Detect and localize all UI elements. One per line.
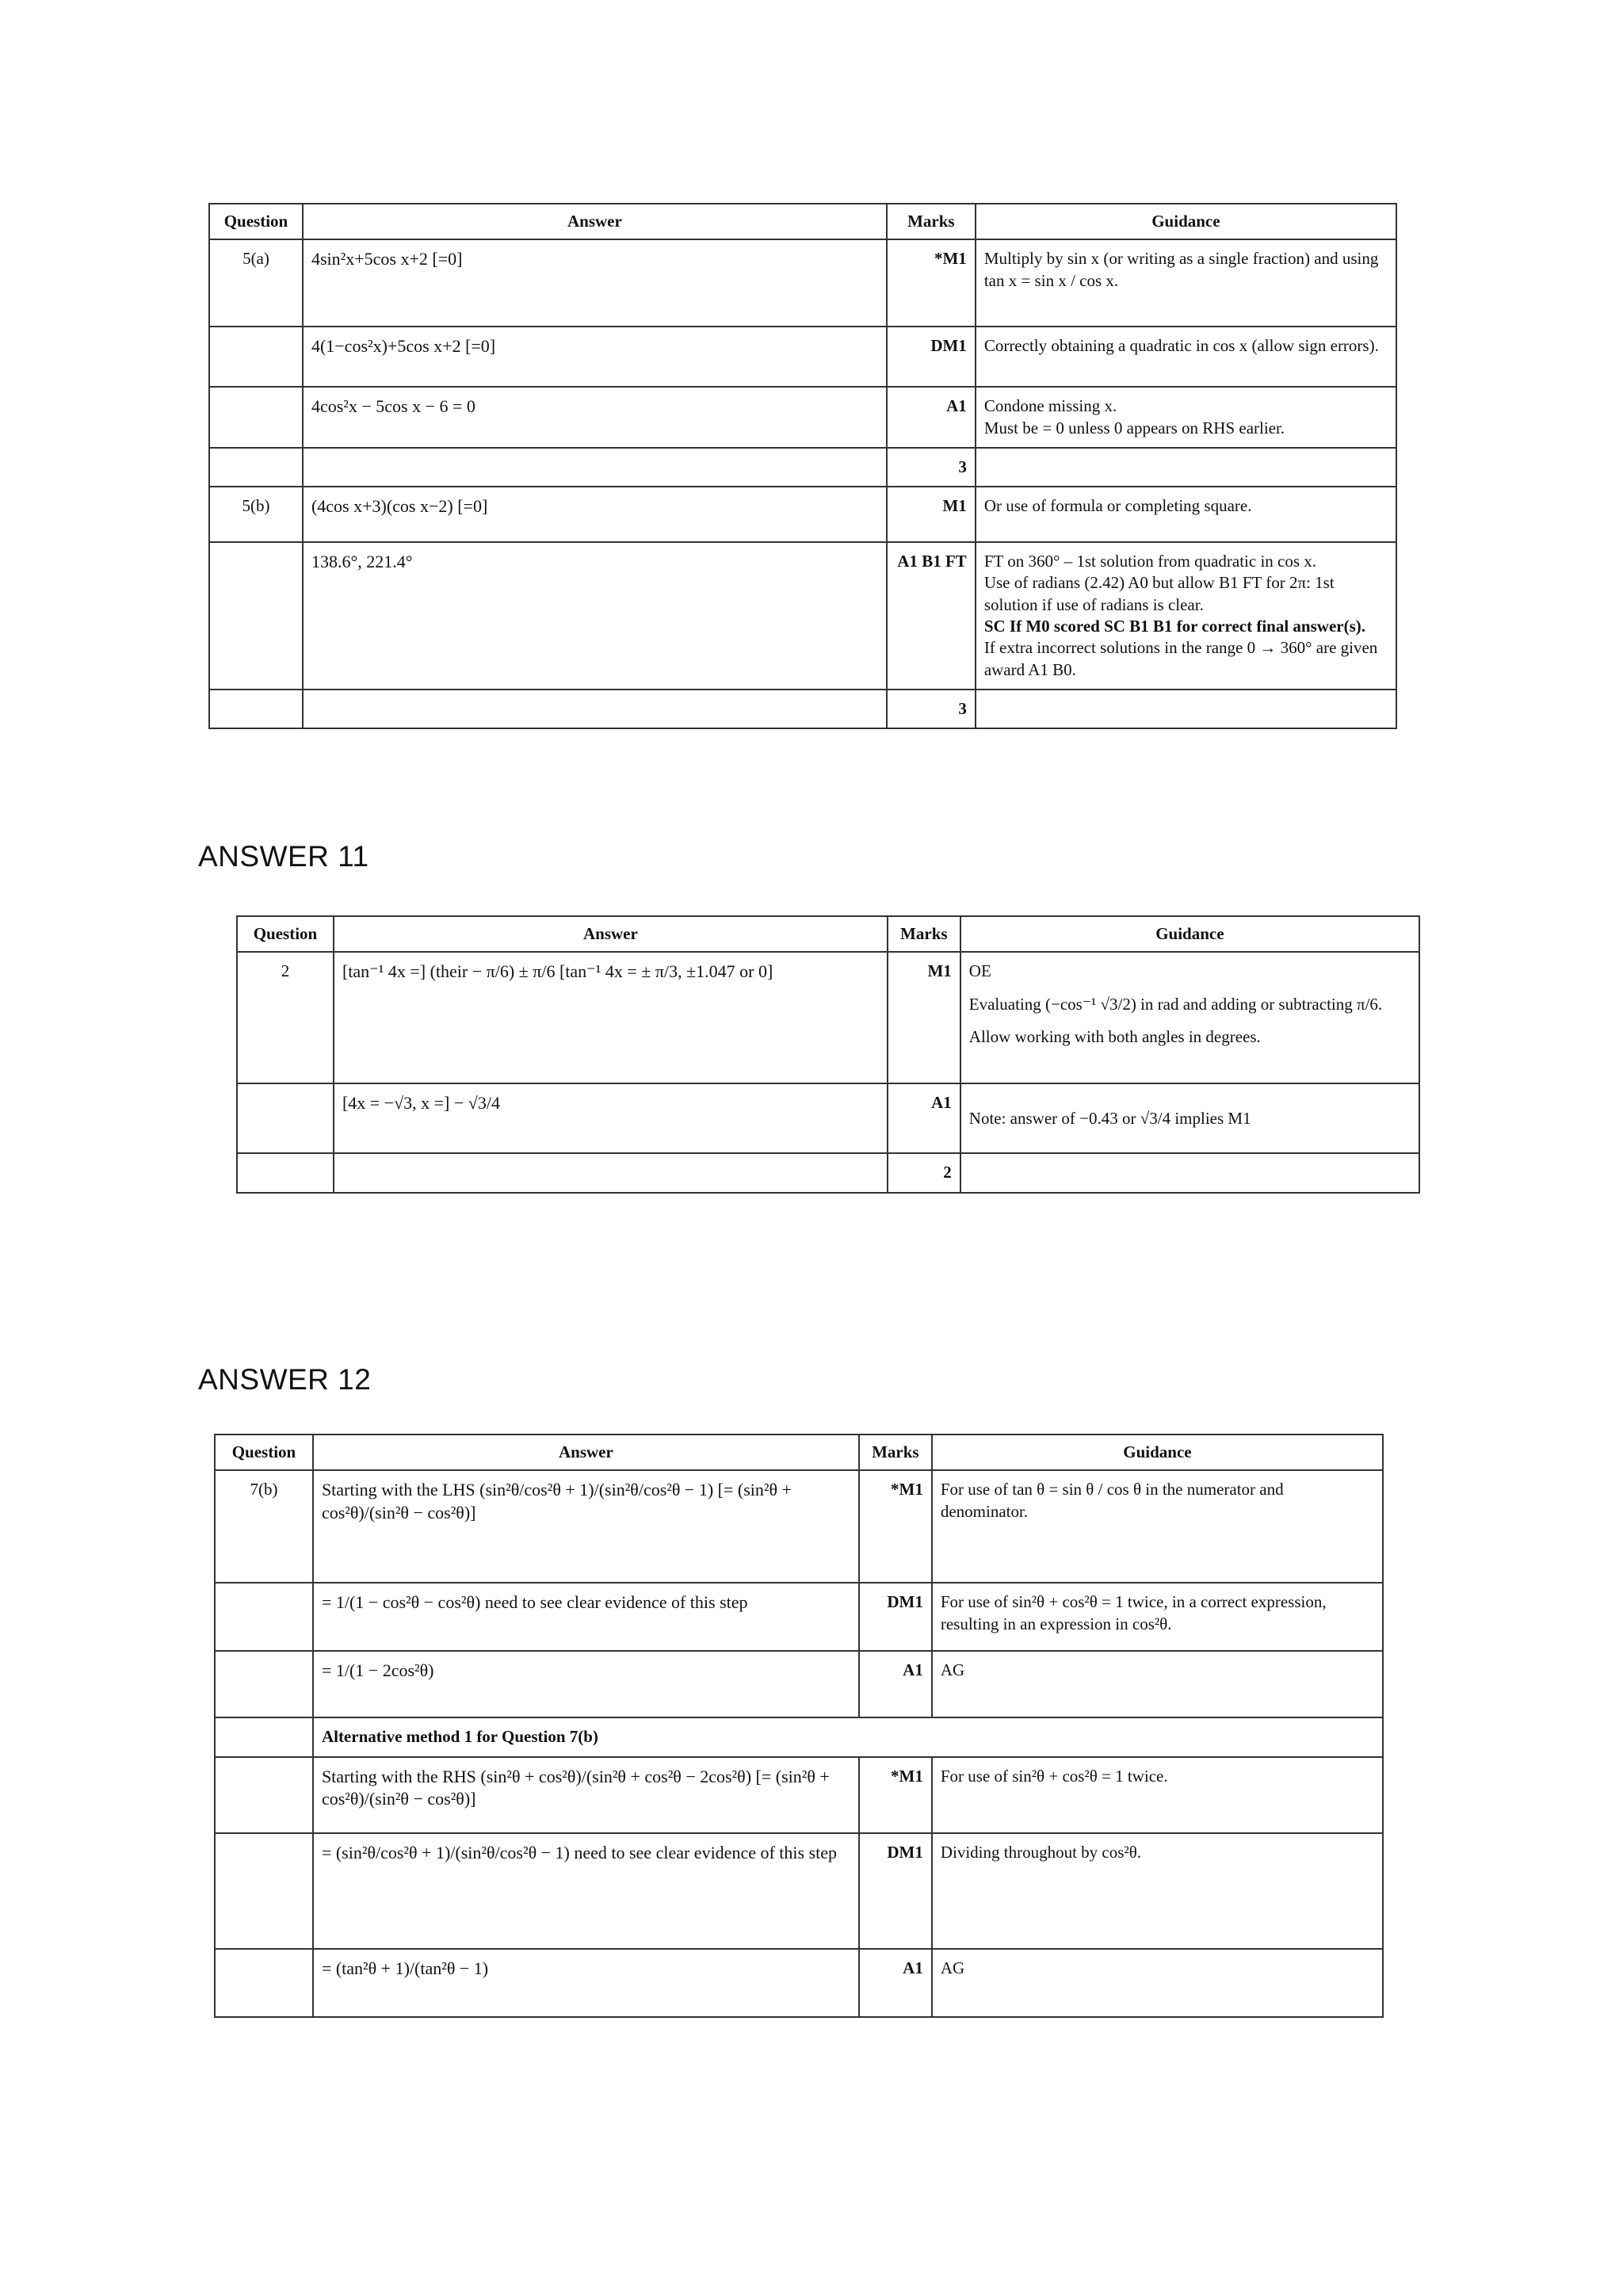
guidance-cell: Note: answer of −0.43 or √3/4 implies M1 — [960, 1083, 1419, 1153]
mark-scheme-table-q5 — [208, 203, 1397, 729]
answer-cell — [334, 1153, 888, 1192]
table-row — [209, 487, 1396, 542]
answer-cell — [303, 690, 887, 728]
marks-total-cell: 2 — [888, 1153, 960, 1192]
table-row — [215, 1651, 1383, 1717]
header-answer: Answer — [313, 1435, 859, 1470]
marks-cell: A1 B1 FT — [887, 542, 976, 690]
marks-total-cell: 3 — [887, 448, 976, 487]
marks-total-cell: 3 — [887, 690, 976, 728]
answer-cell: = (sin²θ/cos²θ + 1)/(sin²θ/cos²θ − 1) need to see clear evidence of this step — [313, 1833, 859, 1949]
table-row — [215, 1757, 1383, 1833]
guidance-cell — [960, 1153, 1419, 1192]
guidance-line: FT on 360° – 1st solution from quadratic in cos x. — [983, 552, 1317, 571]
answer-cell — [303, 448, 887, 487]
guidance-cell — [976, 387, 1396, 448]
table-row — [215, 1583, 1383, 1651]
question-cell — [237, 1083, 334, 1153]
guidance-cell: Correctly obtaining a quadratic in cos x (allow sign errors). — [976, 327, 1396, 387]
table-header-row — [209, 204, 1396, 239]
marks-cell: M1 — [888, 952, 960, 1083]
mark-scheme-table-q2 — [236, 915, 1420, 1194]
answer-cell: = 1/(1 − 2cos²θ) — [313, 1651, 859, 1717]
question-cell — [209, 387, 303, 448]
marks-cell: A1 — [888, 1083, 960, 1153]
table-row — [215, 1470, 1383, 1583]
alternative-method-heading: Alternative method 1 for Question 7(b) — [313, 1717, 1383, 1756]
question-cell — [215, 1651, 313, 1717]
header-question: Question — [215, 1435, 313, 1470]
guidance-line: SC If M0 scored SC B1 B1 for correct final answer(s). — [983, 617, 1365, 636]
question-cell — [215, 1757, 313, 1833]
answer-cell: [4x = −√3, x =] − √3/4 — [334, 1083, 888, 1153]
header-answer: Answer — [334, 916, 888, 952]
guidance-cell — [960, 952, 1419, 1083]
table-header-row — [215, 1435, 1383, 1470]
guidance-cell: Multiply by sin x (or writing as a single fraction) and using tan x = sin x / cos x. — [976, 239, 1396, 327]
guidance-cell: Dividing throughout by cos²θ. — [932, 1833, 1383, 1949]
mark-scheme-table-q7b — [214, 1434, 1384, 2018]
question-cell — [215, 1949, 313, 2017]
guidance-line: Must be = 0 unless 0 appears on RHS earlier. — [983, 418, 1285, 437]
table-row — [209, 327, 1396, 387]
table-row — [237, 1153, 1419, 1192]
header-guidance: Guidance — [976, 204, 1396, 239]
question-cell: 7(b) — [215, 1470, 313, 1583]
marks-cell: *M1 — [859, 1757, 932, 1833]
header-answer: Answer — [303, 204, 887, 239]
answer-cell: 138.6°, 221.4° — [303, 542, 887, 690]
marks-cell: M1 — [887, 487, 976, 542]
question-cell: 5(b) — [209, 487, 303, 542]
table-row-alternative-heading — [215, 1717, 1383, 1756]
question-cell — [215, 1583, 313, 1651]
header-guidance: Guidance — [932, 1435, 1383, 1470]
section-heading-answer-12: ANSWER 12 — [198, 1363, 372, 1396]
question-cell — [209, 327, 303, 387]
answer-cell: 4(1−cos²x)+5cos x+2 [=0] — [303, 327, 887, 387]
table-header-row — [237, 916, 1419, 952]
guidance-line: Use of radians (2.42) A0 but allow B1 FT for 2π: 1st solution if use of radians is clear. — [983, 573, 1335, 614]
answer-cell: 4cos²x − 5cos x − 6 = 0 — [303, 387, 887, 448]
guidance-line: OE — [968, 961, 991, 981]
table-row — [215, 1949, 1383, 2017]
question-cell — [209, 448, 303, 487]
question-cell — [237, 1153, 334, 1192]
marks-cell: *M1 — [859, 1470, 932, 1583]
table-row — [237, 952, 1419, 1083]
guidance-line: Condone missing x. — [983, 396, 1117, 416]
answer-cell: = 1/(1 − cos²θ − cos²θ) need to see clear evidence of this step — [313, 1583, 859, 1651]
marks-cell: A1 — [859, 1651, 932, 1717]
question-cell — [215, 1717, 313, 1756]
answer-cell: Starting with the LHS (sin²θ/cos²θ + 1)/(sin²θ/cos²θ − 1) [= (sin²θ + cos²θ)/(sin²θ − cos²θ)] — [313, 1470, 859, 1583]
marks-cell: DM1 — [859, 1583, 932, 1651]
answer-cell: Starting with the RHS (sin²θ + cos²θ)/(sin²θ + cos²θ − 2cos²θ) [= (sin²θ + cos²θ)/(sin²θ − cos²θ)] — [313, 1757, 859, 1833]
guidance-line: If extra incorrect solutions in the range 0 → 360° are given award A1 B0. — [983, 638, 1378, 679]
marks-cell: DM1 — [887, 327, 976, 387]
guidance-line: Allow working with both angles in degrees. — [968, 1026, 1261, 1046]
table-row — [215, 1833, 1383, 1949]
table-row — [209, 542, 1396, 690]
question-cell: 5(a) — [209, 239, 303, 327]
guidance-cell: AG — [932, 1651, 1383, 1717]
header-marks: Marks — [887, 204, 976, 239]
guidance-cell — [976, 690, 1396, 728]
question-cell — [209, 542, 303, 690]
question-cell — [215, 1833, 313, 1949]
question-cell — [209, 690, 303, 728]
guidance-cell: For use of sin²θ + cos²θ = 1 twice, in a correct expression, resulting in an expression in cos²θ. — [932, 1583, 1383, 1651]
header-question: Question — [209, 204, 303, 239]
table-row — [209, 690, 1396, 728]
guidance-line: Evaluating (−cos⁻¹ √3/2) in rad and adding or subtracting π/6. — [968, 994, 1383, 1014]
guidance-cell — [976, 448, 1396, 487]
marks-cell: *M1 — [887, 239, 976, 327]
marks-cell: A1 — [859, 1949, 932, 2017]
marks-cell: A1 — [887, 387, 976, 448]
question-cell: 2 — [237, 952, 334, 1083]
table-row — [237, 1083, 1419, 1153]
section-heading-answer-11: ANSWER 11 — [198, 840, 369, 873]
answer-cell: (4cos x+3)(cos x−2) [=0] — [303, 487, 887, 542]
marks-cell: DM1 — [859, 1833, 932, 1949]
header-marks: Marks — [888, 916, 960, 952]
answer-cell: = (tan²θ + 1)/(tan²θ − 1) — [313, 1949, 859, 2017]
answer-cell: [tan⁻¹ 4x =] (their − π/6) ± π/6 [tan⁻¹ 4x = ± π/3, ±1.047 or 0] — [334, 952, 888, 1083]
header-question: Question — [237, 916, 334, 952]
table-row — [209, 239, 1396, 327]
guidance-cell: For use of sin²θ + cos²θ = 1 twice. — [932, 1757, 1383, 1833]
table-row — [209, 387, 1396, 448]
guidance-cell: Or use of formula or completing square. — [976, 487, 1396, 542]
answer-cell: 4sin²x+5cos x+2 [=0] — [303, 239, 887, 327]
table-row — [209, 448, 1396, 487]
guidance-cell — [976, 542, 1396, 690]
header-guidance: Guidance — [960, 916, 1419, 952]
header-marks: Marks — [859, 1435, 932, 1470]
guidance-cell: AG — [932, 1949, 1383, 2017]
guidance-cell: For use of tan θ = sin θ / cos θ in the numerator and denominator. — [932, 1470, 1383, 1583]
